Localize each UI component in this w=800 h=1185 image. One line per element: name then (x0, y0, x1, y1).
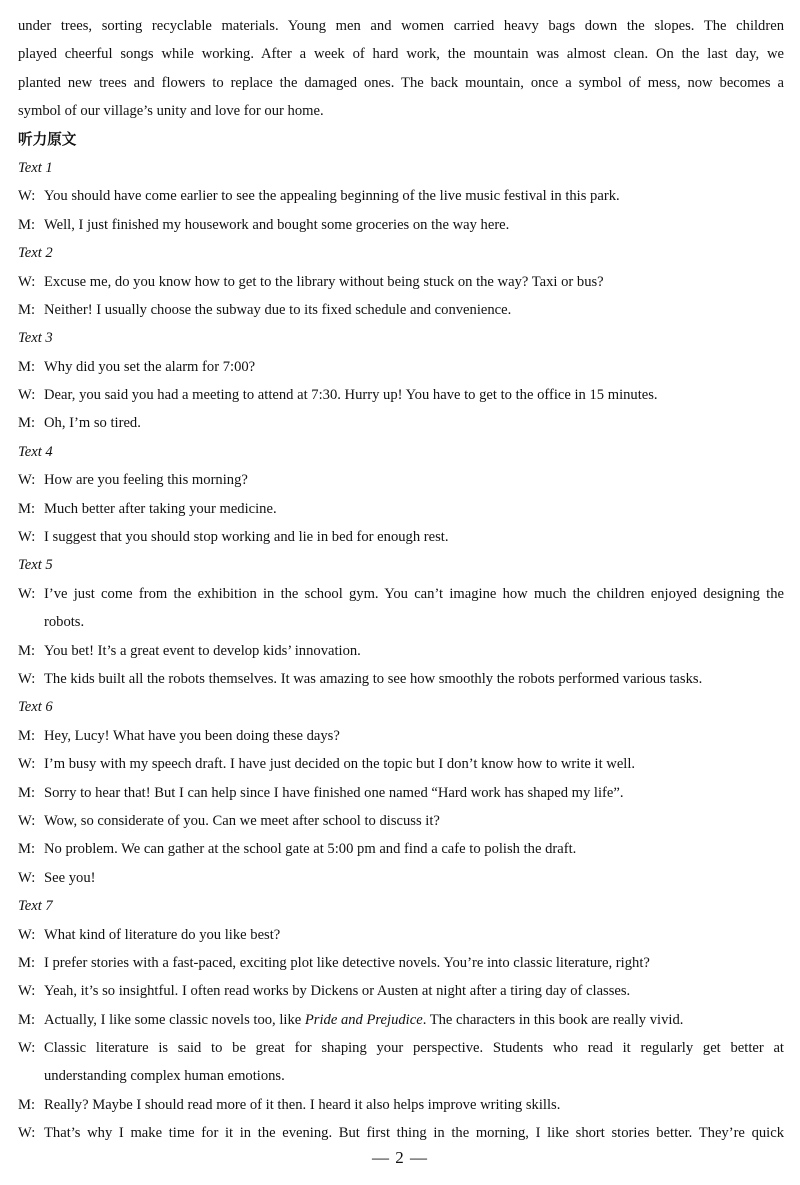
intro-paragraph (18, 12, 784, 126)
page-number: — 2 — (372, 1148, 428, 1167)
text-label: Text 5 (18, 557, 53, 574)
speaker-label: M: (18, 1011, 36, 1028)
speaker-label: W: (18, 1040, 36, 1057)
dialogue-line (18, 409, 784, 437)
dialogue-line (18, 977, 784, 1005)
dialogue-text: Classic literature is said to be great for shaping your perspective. Students who read it regularly get better at (44, 1040, 784, 1057)
speaker-label: M: (18, 784, 36, 801)
dialogue-line (18, 182, 784, 210)
dialogue-text: That’s why I make time for it in the evening. But first thing in the morning, I like short stories better. They’re quick (44, 1125, 784, 1142)
dialogue-line (18, 1119, 784, 1147)
section-title: 听力原文 (18, 130, 77, 148)
dialogue-line (18, 296, 784, 324)
dialogue-line (18, 750, 784, 778)
dialogue-text: The kids built all the robots themselves. It was amazing to see how smoothly the robots performed various tasks. (44, 670, 703, 687)
dialogue-text: Sorry to hear that! But I can help since I have finished one named “Hard work has shaped my life”. (44, 784, 624, 801)
speaker-label: M: (18, 301, 36, 318)
dialogue-text: You should have come earlier to see the appealing beginning of the live music festival in this park. (44, 188, 620, 205)
dialogue-line (18, 466, 784, 494)
speaker-label: W: (18, 670, 36, 687)
speaker-label: M: (18, 415, 36, 432)
paragraph-line: under trees, sorting recyclable materials. Young men and women carried heavy bags down the slopes. The children (18, 18, 784, 34)
dialogue-line (18, 665, 784, 693)
text-label: Text 4 (18, 443, 53, 460)
speaker-label: W: (18, 756, 36, 773)
speaker-label: W: (18, 869, 36, 886)
dialogue-line (18, 523, 784, 551)
dialogue-text: Actually, I like some classic novels too, like (44, 1011, 305, 1028)
dialogue-text: Much better after taking your medicine. (44, 500, 277, 517)
dialogue-text: Yeah, it’s so insightful. I often read works by Dickens or Austen at night after a tiring day of classes. (44, 983, 631, 1000)
text-label: Text 6 (18, 699, 53, 716)
dialogue-line (18, 580, 784, 608)
dialogue-line (18, 1091, 784, 1119)
speaker-label: W: (18, 585, 36, 602)
dialogue-text: How are you feeling this morning? (44, 472, 248, 489)
speaker-label: M: (18, 841, 36, 858)
dialogue-text: Well, I just finished my housework and bought some groceries on the way here. (44, 216, 510, 233)
dialogue-continuation: robots. (44, 614, 85, 631)
speaker-label: M: (18, 216, 36, 233)
speaker-label: M: (18, 642, 36, 659)
speaker-label: W: (18, 983, 36, 1000)
dialogue-text: I suggest that you should stop working and lie in bed for enough rest. (44, 529, 449, 546)
dialogue-line (18, 495, 784, 523)
speaker-label: M: (18, 500, 36, 517)
dialogue-text: . The characters in this book are really vivid. (422, 1011, 684, 1028)
dialogue-line (18, 949, 784, 977)
dialogue-text: No problem. We can gather at the school gate at 5:00 pm and find a cafe to polish the draft. (44, 841, 577, 858)
dialogue-line (18, 1034, 784, 1062)
book-title: Pride and Prejudice (304, 1011, 423, 1028)
dialogue-text: Why did you set the alarm for 7:00? (44, 358, 256, 375)
speaker-label: W: (18, 926, 36, 943)
dialogue-text: Hey, Lucy! What have you been doing these days? (44, 727, 340, 744)
speaker-label: W: (18, 472, 36, 489)
dialogue-line (18, 835, 784, 863)
dialogue-text: You bet! It’s a great event to develop kids’ innovation. (44, 642, 361, 659)
dialogue-line (18, 637, 784, 665)
dialogue-text: Oh, I’m so tired. (44, 415, 141, 432)
dialogue-text: Really? Maybe I should read more of it then. I heard it also helps improve writing skills. (44, 1096, 561, 1113)
text-label: Text 3 (18, 330, 53, 347)
speaker-label: W: (18, 387, 36, 404)
text-label: Text 1 (18, 159, 53, 176)
dialogue-text: I’ve just come from the exhibition in the school gym. You can’t imagine how much the children enjoyed designing the (44, 585, 784, 602)
dialogue-text: Neither! I usually choose the subway due to its fixed schedule and convenience. (44, 301, 512, 318)
paragraph-line: symbol of our village’s unity and love for our home. (18, 103, 324, 120)
speaker-label: W: (18, 1125, 36, 1142)
dialogue-line (18, 1006, 784, 1034)
speaker-label: W: (18, 529, 36, 546)
dialogue-text: What kind of literature do you like best? (44, 926, 281, 943)
dialogue-line (18, 268, 784, 296)
dialogue-line (18, 381, 784, 409)
dialogue-line (18, 921, 784, 949)
speaker-label: W: (18, 273, 36, 290)
speaker-label: M: (18, 358, 36, 375)
dialogue-line (18, 722, 784, 750)
speaker-label: M: (18, 727, 36, 744)
dialogue-text: I prefer stories with a fast-paced, exciting plot like detective novels. You’re into classic literature, right? (44, 954, 650, 971)
dialogue-text: See you! (44, 869, 96, 886)
dialogue-text: Dear, you said you had a meeting to attend at 7:30. Hurry up! You have to get to the office in 15 minutes. (44, 387, 658, 404)
paragraph-line: played cheerful songs while working. After a week of hard work, the mountain was almost clean. On the last day, we (18, 46, 784, 63)
dialogue-line (18, 353, 784, 381)
text-label: Text 7 (18, 898, 53, 915)
dialogue-line (18, 211, 784, 239)
speaker-label: W: (18, 188, 36, 205)
dialogue-line (18, 807, 784, 835)
document-page (18, 12, 784, 1148)
speaker-label: W: (18, 812, 36, 829)
dialogue-line (18, 779, 784, 807)
dialogue-text: Wow, so considerate of you. Can we meet after school to discuss it? (44, 812, 440, 829)
paragraph-line: planted new trees and flowers to replace the damaged ones. The back mountain, once a symbol of mess, now becomes a (18, 74, 784, 91)
dialogue-text: Excuse me, do you know how to get to the library without being stuck on the way? Taxi or bus? (44, 273, 604, 290)
speaker-label: M: (18, 1096, 36, 1113)
dialogue-line (18, 864, 784, 892)
speaker-label: M: (18, 954, 36, 971)
text-label: Text 2 (18, 245, 53, 262)
dialogue-text: I’m busy with my speech draft. I have just decided on the topic but I don’t know how to write it well. (44, 756, 636, 773)
dialogue-continuation: understanding complex human emotions. (44, 1068, 285, 1085)
